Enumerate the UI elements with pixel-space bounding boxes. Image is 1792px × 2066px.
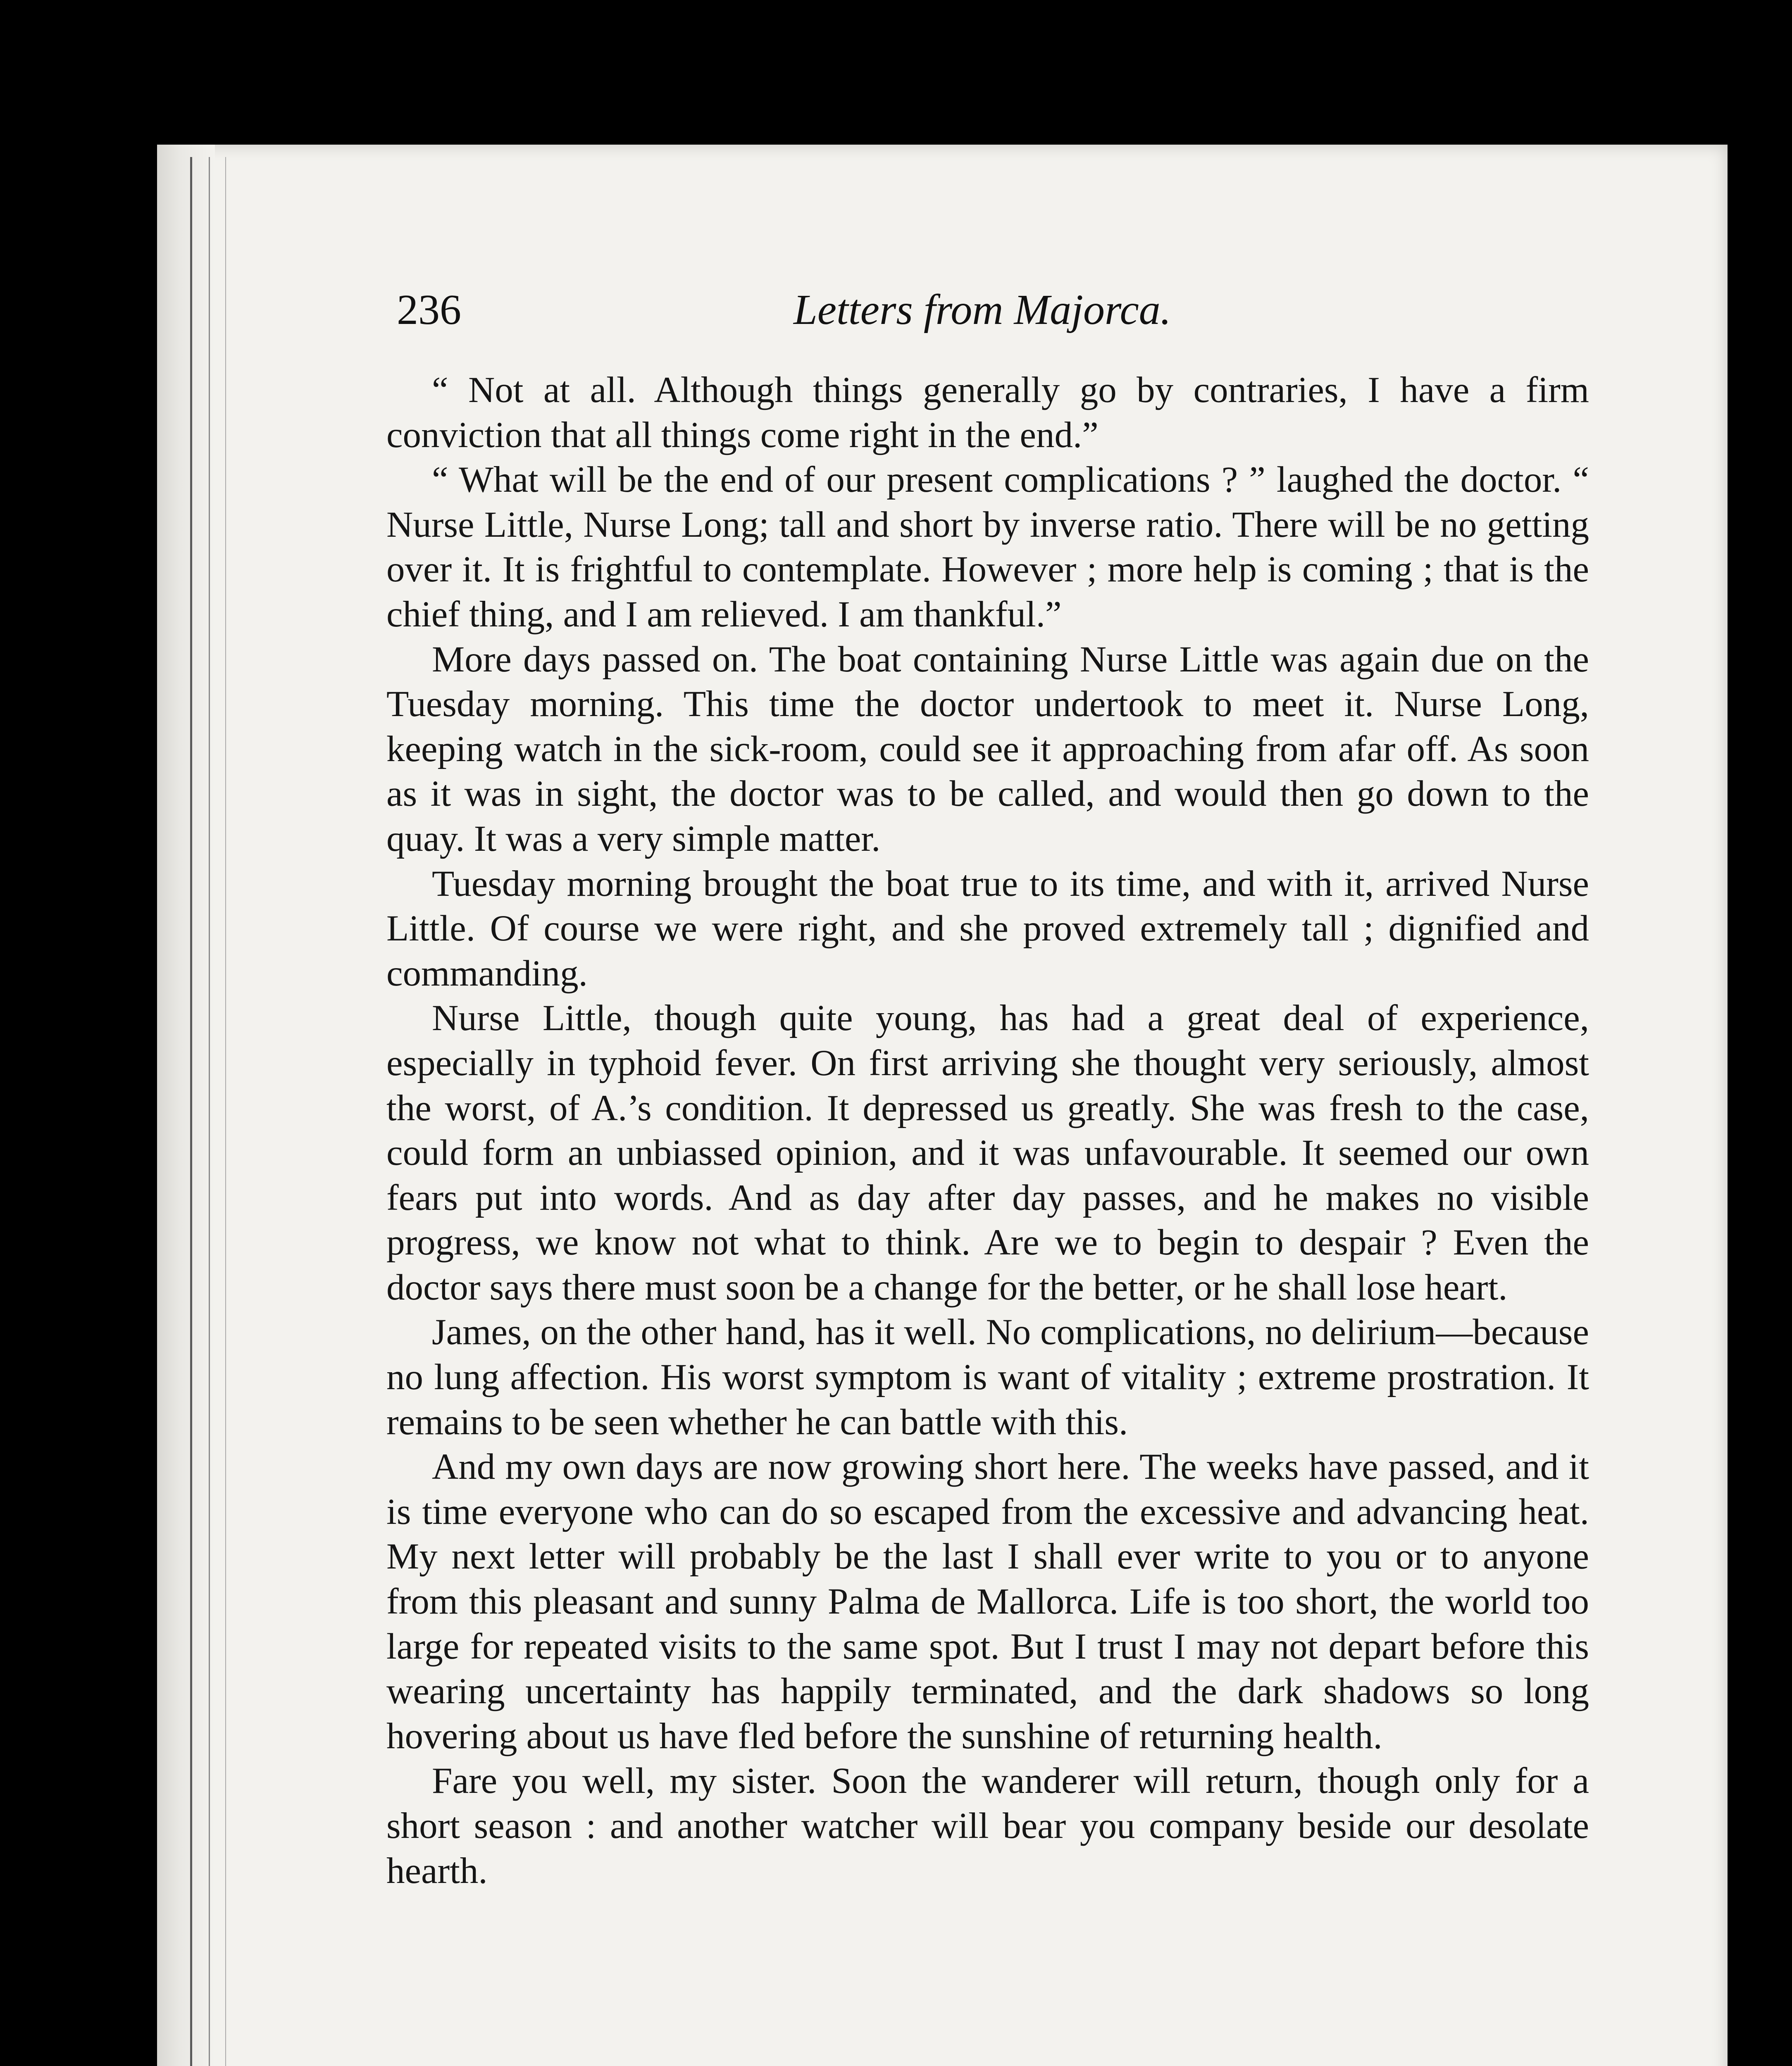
page-number: 236 — [397, 286, 461, 333]
binding-line — [190, 157, 192, 2066]
paragraph: Nurse Little, though quite young, has had a great deal of experience, especially in typhoid fever. On first arriving she thought very seriously, almost the worst, of A.’s condition. It depressed us greatly. She was fresh to the case, could form an unbiassed opinion, and it was unfavourable. It seemed our own fears put into words. And as day after day passes, and he makes no visible progress, we know not what to think. Are we to begin to despair ? Even the doctor says there must soon be a change for the better, or he shall lose heart. — [386, 998, 1589, 1308]
paragraph: Fare you well, my sister. Soon the wanderer will return, though only for a short season : and another watcher will bear you company beside our desolate hearth. — [386, 1761, 1589, 1891]
next-page-shadow — [1728, 174, 1792, 2066]
binding-line — [225, 157, 226, 2066]
running-header — [397, 281, 1595, 339]
paragraph: More days passed on. The boat containing Nurse Little was again due on the Tuesday morning. This time the doctor undertook to meet it. Nurse Long, keeping watch in the sick-room, could see it approaching from afar off. As soon as it was in sight, the doctor was to be called, and would then go down to the quay. It was a very simple matter. — [386, 639, 1589, 859]
paragraph: “ Not at all. Although things generally go by contraries, I have a firm conviction that all things come right in the end.” — [386, 370, 1589, 455]
running-title: Letters from Majorca. — [794, 286, 1171, 333]
paragraph: Tuesday morning brought the boat true to its time, and with it, arrived Nurse Little. Of course we were right, and she proved extremely tall ; dignified and commanding. — [386, 863, 1589, 994]
page-gutter — [157, 145, 215, 2066]
paragraph: And my own days are now growing short here. The weeks have passed, and it is time everyone who can do so escaped from the excessive and advancing heat. My next letter will probably be the last I shall ever write to you or to anyone from this pleasant and sunny Palma de Mallorca. Life is too short, the world too large for repeated visits to the same spot. But I trust I may not depart before this wearing uncertainty has happily terminated, and the dark shadows so long hovering about us have fled before the sunshine of returning health. — [386, 1447, 1589, 1757]
paragraph: “ What will be the end of our present complications ? ” laughed the doctor. “ Nurse Little, Nurse Long; tall and short by inverse ratio. There will be no getting over it. It is frightful to contemplate. However ; more help is coming ; that is the chief thing, and I am relieved. I am thankful.” — [386, 459, 1589, 635]
paragraph: James, on the other hand, has it well. No complications, no delirium—because no lung affection. His worst symptom is want of vitality ; extreme prostration. It remains to be seen whether he can battle with this. — [386, 1312, 1589, 1442]
body-text — [386, 368, 1589, 1893]
binding-line — [209, 157, 210, 2066]
